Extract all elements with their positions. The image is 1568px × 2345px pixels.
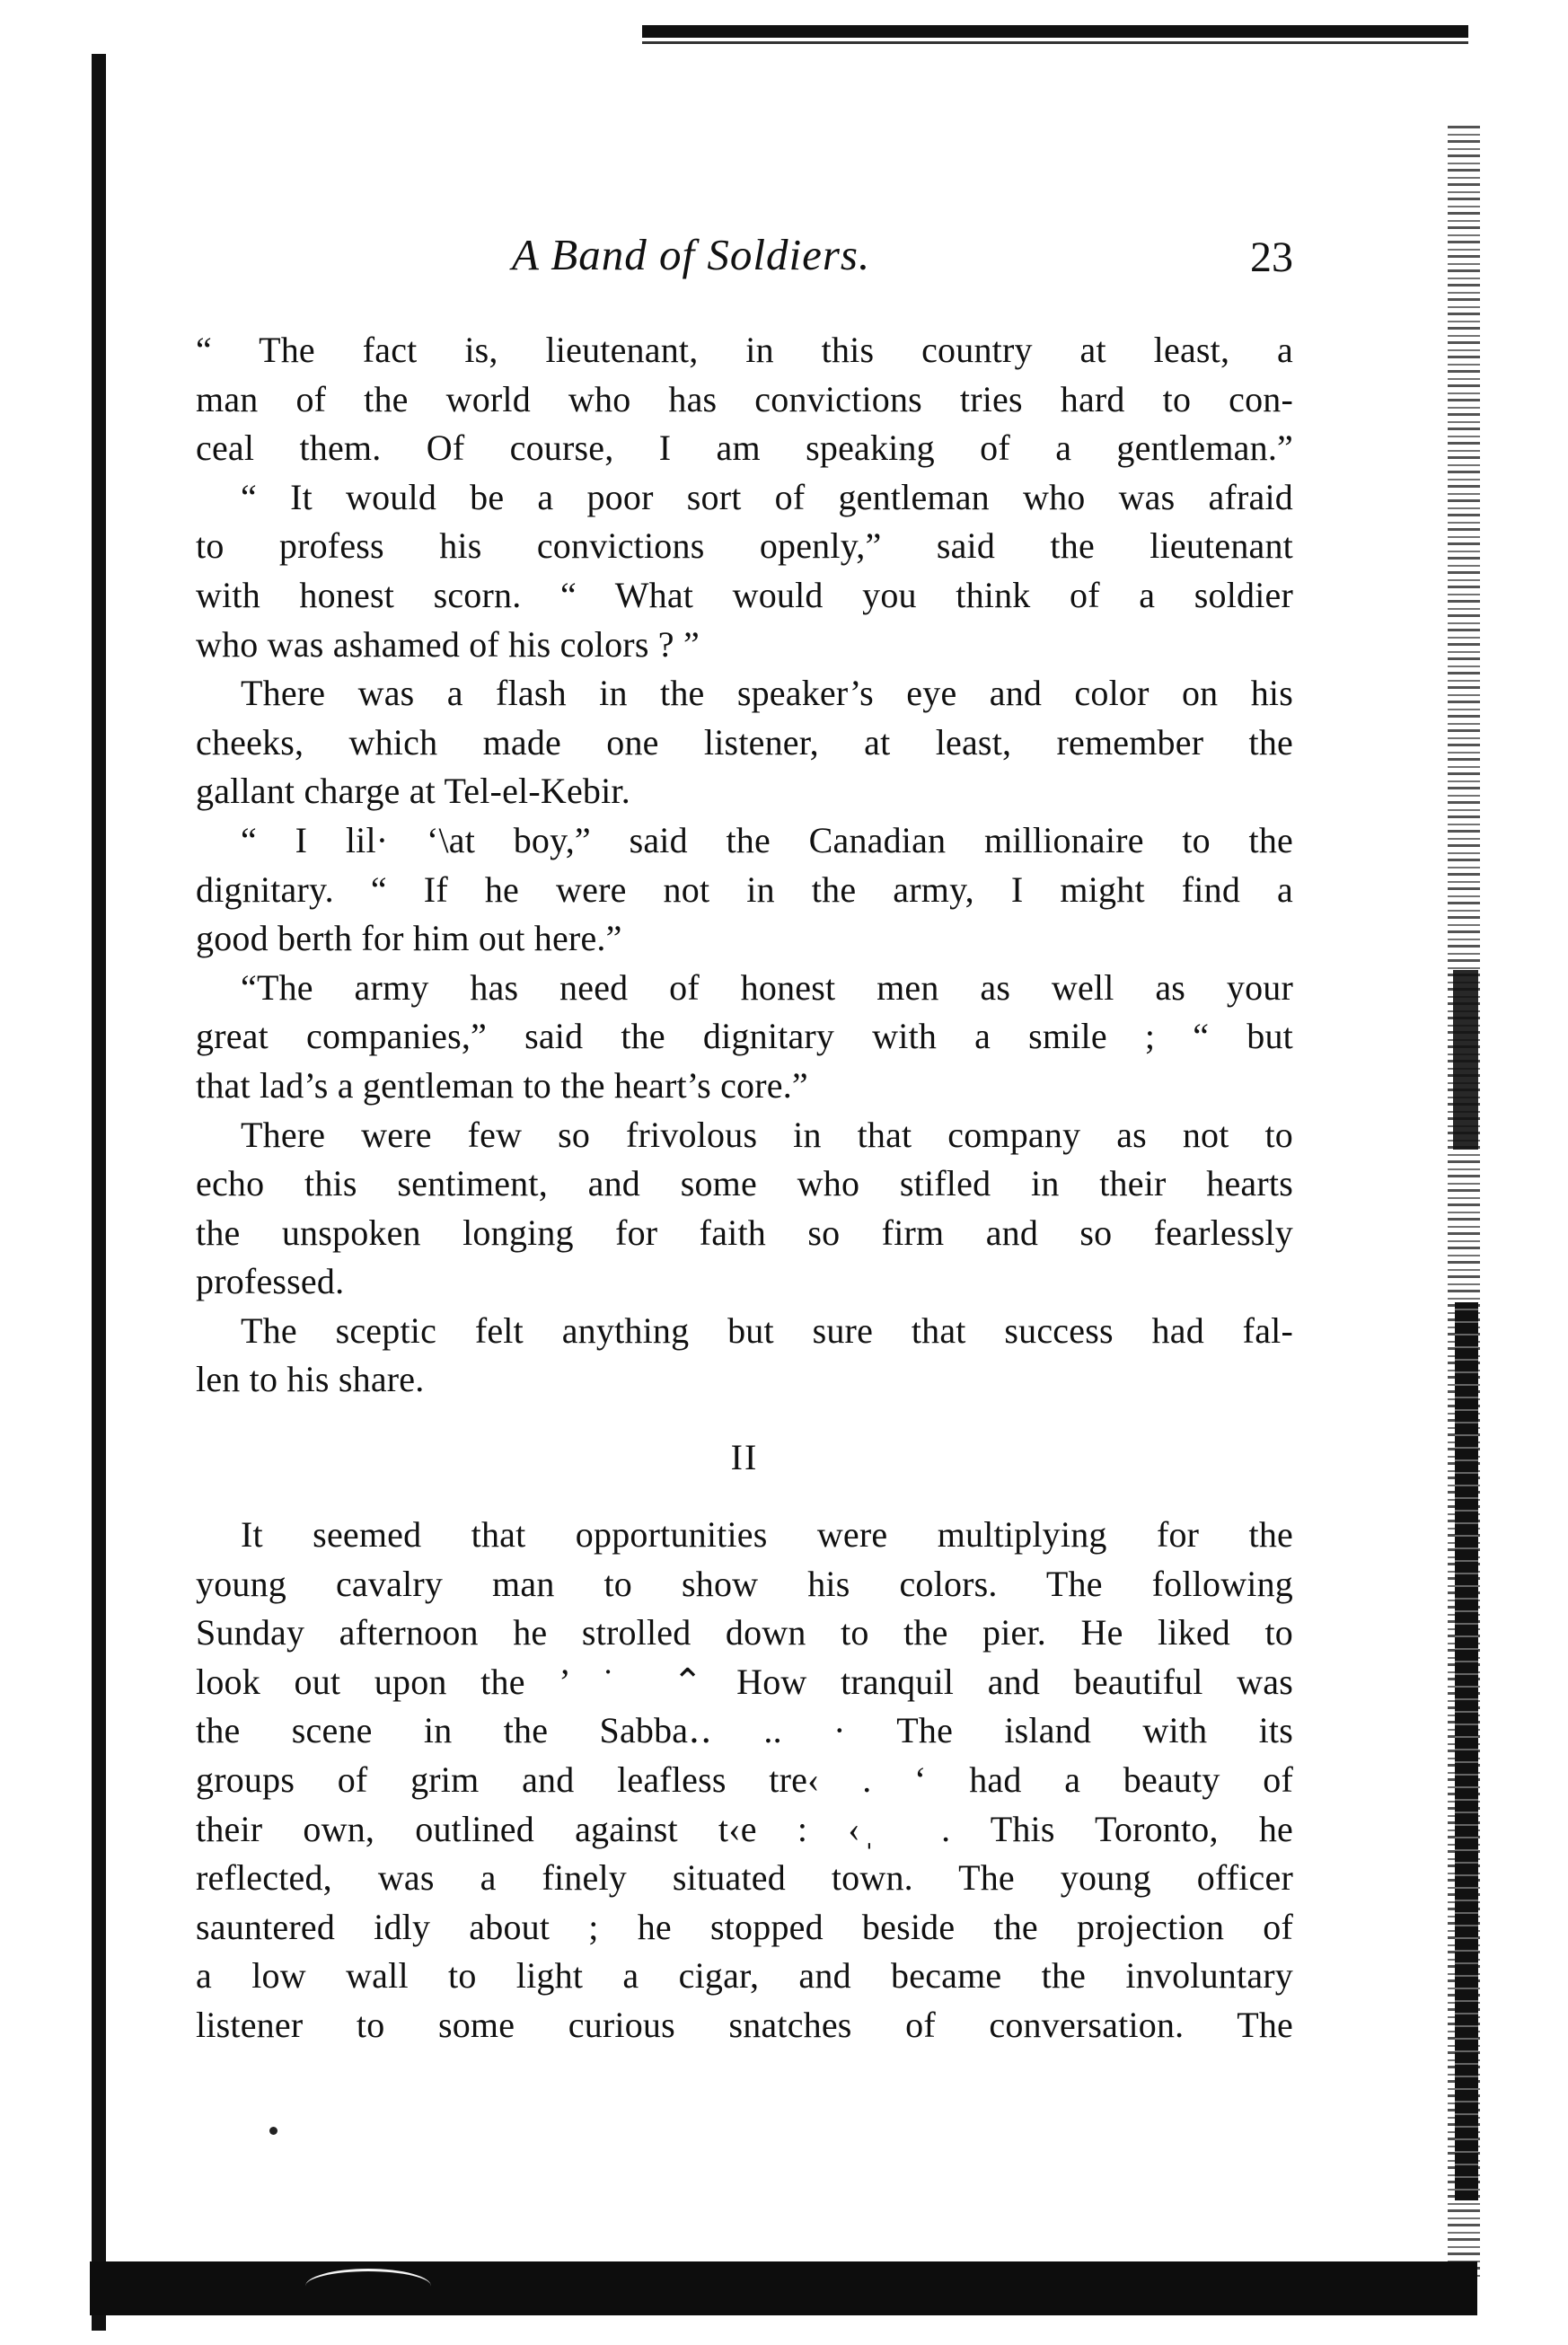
scan-page-edge-mark xyxy=(1453,970,1478,1150)
text-line: listener to some curious snatches of conversation. The xyxy=(196,2005,1293,2045)
scan-border-top-thin xyxy=(642,41,1468,44)
text-line: who was ashamed of his colors ? ” xyxy=(196,623,700,665)
text-line: There were few so frivolous in that company as not to xyxy=(241,1114,1293,1155)
text-line: “ It would be a poor sort of gentleman who was afraid xyxy=(241,476,1293,517)
ink-speck xyxy=(269,2127,277,2135)
text-line: look out upon the ’ ˙ ⌃ How tranquil and beautiful was xyxy=(196,1661,1293,1702)
text-line: len to his share. xyxy=(196,1359,425,1400)
text-line: “ The fact is, lieutenant, in this country at least, a xyxy=(196,330,1293,370)
text-line: that lad’s a gentleman to the heart’s core.” xyxy=(196,1064,808,1106)
text-line: groups of grim and leafless tre‹ . ‘ had a beauty of xyxy=(196,1759,1293,1801)
text-line: dignitary. “ If he were not in the army, I might find a xyxy=(196,868,1293,910)
text-line: cheeks, which made one listener, at least, remember the xyxy=(196,721,1293,763)
text-line: “The army has need of honest men as well as your xyxy=(241,966,1293,1008)
text-line: Sunday afternoon he strolled down to the pier. He liked to xyxy=(196,1612,1293,1653)
scan-border-bottom xyxy=(90,2261,1477,2315)
text-line: the scene in the Sabba‥ .. · The island with its xyxy=(196,1710,1293,1751)
text-line: sauntered idly about ; he stopped beside the projection of xyxy=(196,1906,1293,1947)
text-line: to profess his convictions openly,” said the lieutenant xyxy=(196,525,1293,567)
text-line: echo this sentiment, and some who stifled in their hearts xyxy=(196,1163,1293,1204)
text-line: man of the world who has convictions tries hard to con- xyxy=(196,378,1293,419)
text-line: good berth for him out here.” xyxy=(196,918,622,959)
text-line: It seemed that opportunities were multiplying for the xyxy=(241,1514,1293,1556)
body-text xyxy=(196,326,1293,2050)
text-line: the unspoken longing for faith so firm and so fearlessly xyxy=(196,1212,1293,1253)
scan-border-left xyxy=(92,54,106,2331)
text-line: reflected, was a finely situated town. The young officer xyxy=(196,1857,1293,1899)
text-line: ceal them. Of course, I am speaking of a gentleman.” xyxy=(196,428,1293,469)
text-line: great companies,” said the dignitary with a smile ; “ but xyxy=(196,1016,1293,1057)
scan-page-edge-mark-lower xyxy=(1455,1302,1478,2200)
text-line: young cavalry man to show his colors. The following xyxy=(196,1563,1293,1604)
page-header xyxy=(198,229,1293,292)
text-line: a low wall to light a cigar, and became the involuntary xyxy=(196,1955,1293,1997)
section-number: II xyxy=(730,1437,759,1478)
scan-border-top xyxy=(642,25,1468,38)
text-line: their own, outlined against t‹e : ‹ ̩ . This Toronto, he xyxy=(196,1808,1293,1849)
text-line: “ I lil· ‘\at boy,” said the Canadian millionaire to the xyxy=(241,819,1293,860)
page-number: 23 xyxy=(1250,234,1293,281)
scan-smudge xyxy=(305,2269,431,2304)
text-line: The sceptic felt anything but sure that success had fal- xyxy=(241,1309,1293,1351)
text-line: There was a flash in the speaker’s eye and color on his xyxy=(241,673,1293,714)
text-line: gallant charge at Tel-el-Kebir. xyxy=(196,771,630,812)
text-line: with honest scorn. “ What would you think of a soldier xyxy=(196,574,1293,615)
text-line: professed. xyxy=(196,1261,345,1302)
running-title: A Band of Soldiers. xyxy=(512,230,871,279)
